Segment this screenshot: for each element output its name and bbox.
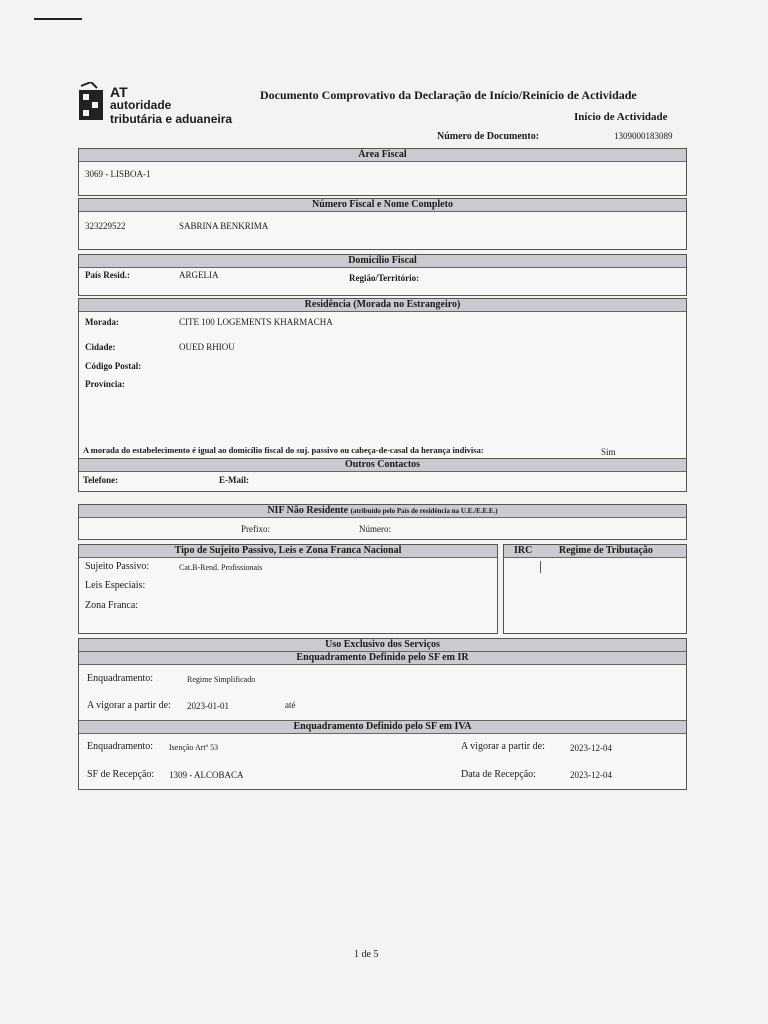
doc-number: 1309000183089 [614,131,673,141]
domicilio-header: Domicílio Fiscal [79,255,686,268]
ir-ate-label: até [285,700,296,710]
nif-nr-note: (atribuído pelo País de residência na U.E./E.E.E.) [350,507,498,515]
sujeito-section [78,544,498,634]
cidade-label: Cidade: [85,342,116,352]
ir-vigor-label: A vigorar a partir de: [87,700,171,711]
provincia-label: Província: [85,379,125,389]
leis-label: Leis Especiais: [85,580,146,591]
iva-enq-value: Isenção Artº 53 [169,743,219,752]
iva-header: Enquadramento Definido pelo SF em IVA [79,720,686,734]
area-fiscal-section [78,148,687,196]
at-emblem-icon [77,82,107,126]
at-logo [77,82,107,126]
contactos-header: Outros Contactos [79,459,686,472]
sf-label: SF de Recepção: [87,769,155,780]
nif-nr-section [78,504,687,540]
pais-value: ARGELIA [179,270,219,280]
servicos-section [78,638,687,790]
area-fiscal-value: 3069 - LISBOA-1 [85,169,151,179]
iva-vigor-label: A vigorar a partir de: [461,741,545,752]
document-subtitle: Início de Actividade [574,111,668,123]
iva-enq-label: Enquadramento: [87,741,154,752]
regiao-label: Região/Território: [349,273,420,283]
morada-note-value: Sim [601,447,616,457]
nif-name: SABRINA BENKRIMA [179,221,269,231]
sujeito-label: Sujeito Passivo: [85,561,150,572]
irc-section [503,544,687,634]
sujeito-header: Tipo de Sujeito Passivo, Leis e Zona Franca Nacional [79,545,497,558]
logo-at-text: AT [110,84,128,100]
data-label: Data de Recepção: [461,769,536,780]
zona-label: Zona Franca: [85,600,139,611]
email-label: E-Mail: [219,475,249,485]
logo-line1: autoridade [110,98,172,112]
postal-label: Código Postal: [85,361,142,371]
irc-label: IRC [514,545,533,556]
area-fiscal-header: Área Fiscal [79,149,686,162]
residencia-header: Residência (Morada no Estrangeiro) [79,299,686,312]
residencia-section [78,298,687,460]
iva-vigor-value: 2023-12-04 [570,743,612,753]
pais-label: País Resid.: [85,270,130,280]
nif-nr-header [79,505,686,518]
page-number: 1 de 5 [354,949,379,960]
domicilio-section [78,254,687,296]
regime-label: Regime de Tributação [558,545,653,556]
irc-divider [540,561,541,573]
doc-number-label: Número de Documento: [437,131,540,142]
nif-nr-title: NIF Não Residente [267,505,349,516]
ir-header: Enquadramento Definido pelo SF em IR [79,652,686,665]
sf-value: 1309 - ALCOBACA [169,770,244,780]
sujeito-value: Cat.B-Rend. Profissionais [179,563,263,572]
data-value: 2023-12-04 [570,770,612,780]
ir-enq-label: Enquadramento: [87,673,154,684]
morada-value: CITE 100 LOGEMENTS KHARMACHA [179,317,333,327]
irc-header [504,545,686,558]
cidade-value: OUED RHIOU [179,342,235,352]
nif-number: 323229522 [85,221,126,231]
ir-vigor-value: 2023-01-01 [187,701,229,711]
morada-note: A morada do estabelecimento é igual ao domicílio fiscal do suj. passivo ou cabeça-de-casal da herança indivisa: [83,445,484,455]
document-title: Documento Comprovativo da Declaração de Início/Reinício de Actividade [260,88,637,102]
scan-mark [34,18,82,20]
numero-label: Número: [359,524,391,534]
nif-header: Número Fiscal e Nome Completo [79,199,686,212]
contactos-section [78,458,687,492]
ir-enq-value: Regime Simplificado [187,675,256,684]
morada-label: Morada: [85,317,119,327]
nif-section [78,198,687,250]
logo-line2: tributária e aduaneira [110,112,233,126]
telefone-label: Telefone: [83,475,119,485]
servicos-header: Uso Exclusivo dos Serviços [79,639,686,652]
prefixo-label: Prefixo: [241,524,270,534]
